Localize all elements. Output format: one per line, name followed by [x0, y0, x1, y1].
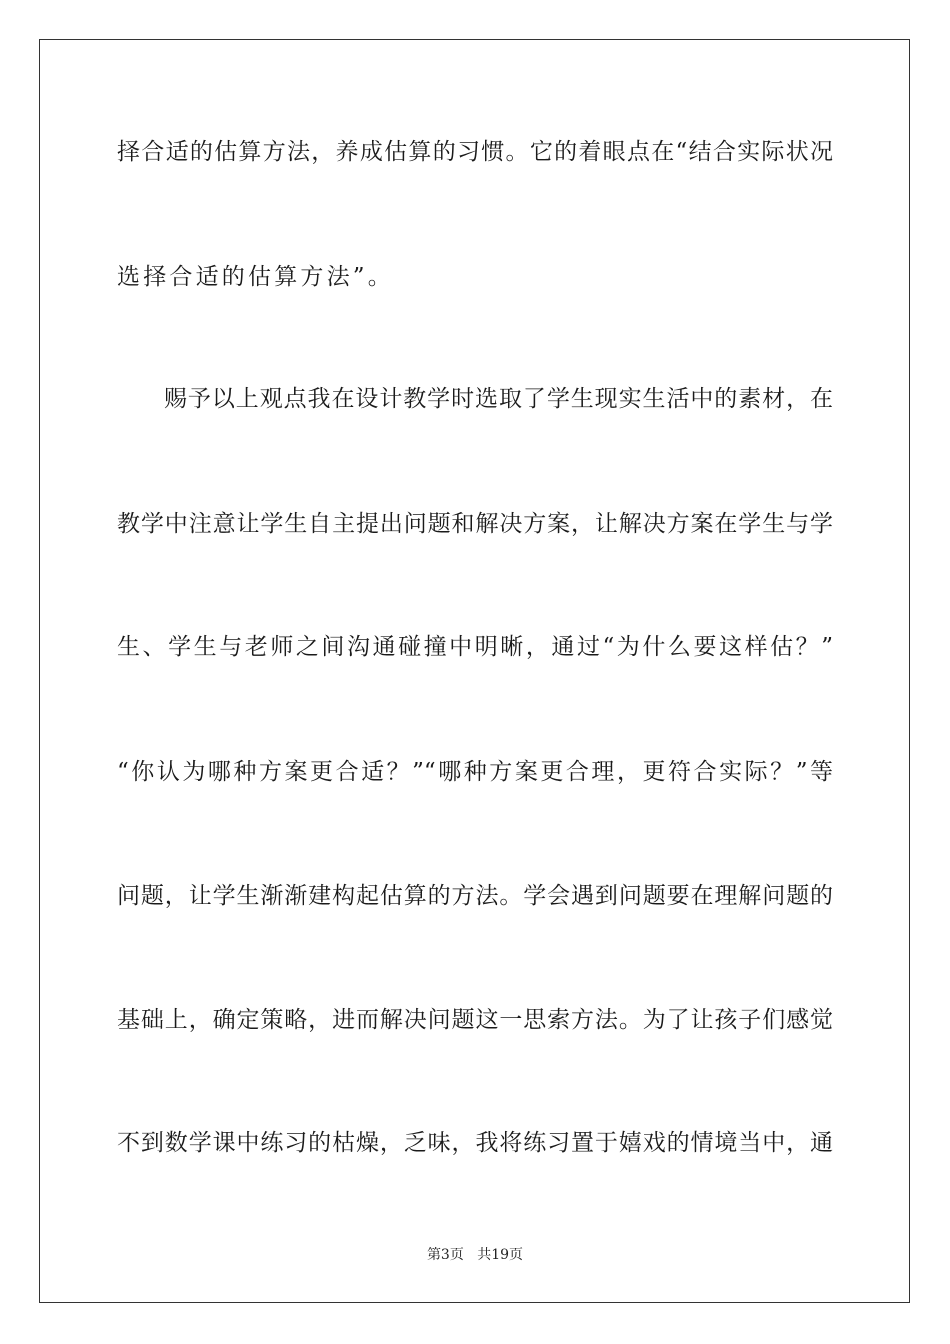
paragraph-first-line: 赐予以上观点我在设计教学时选取了学生现实生活中的素材，在 [164, 386, 833, 412]
page-footer [0, 1246, 950, 1264]
text-line: 问题，让学生渐渐建构起估算的方法。学会遇到问题要在理解问题的 [117, 883, 833, 909]
text-line: “你认为哪种方案更合适？”“哪种方案更合理，更符合实际？”等 [117, 759, 833, 785]
page-frame [39, 39, 910, 1303]
page-number: 第3页 [426, 1247, 464, 1263]
text-line: 选择合适的估算方法”。 [117, 264, 394, 290]
text-line: 基础上，确定策略，进而解决问题这一思索方法。为了让孩子们感觉 [117, 1007, 833, 1033]
text-line: 择合适的估算方法，养成估算的习惯。它的着眼点在“结合实际状况 [117, 139, 833, 165]
text-line: 不到数学课中练习的枯燥，乏味，我将练习置于嬉戏的情境当中，通 [117, 1130, 833, 1156]
text-line: 生、学生与老师之间沟通碰撞中明晰，通过“为什么要这样估？” [117, 634, 833, 660]
text-line: 教学中注意让学生自主提出问题和解决方案，让解决方案在学生与学 [117, 511, 833, 537]
page-total: 共19页 [477, 1247, 524, 1263]
